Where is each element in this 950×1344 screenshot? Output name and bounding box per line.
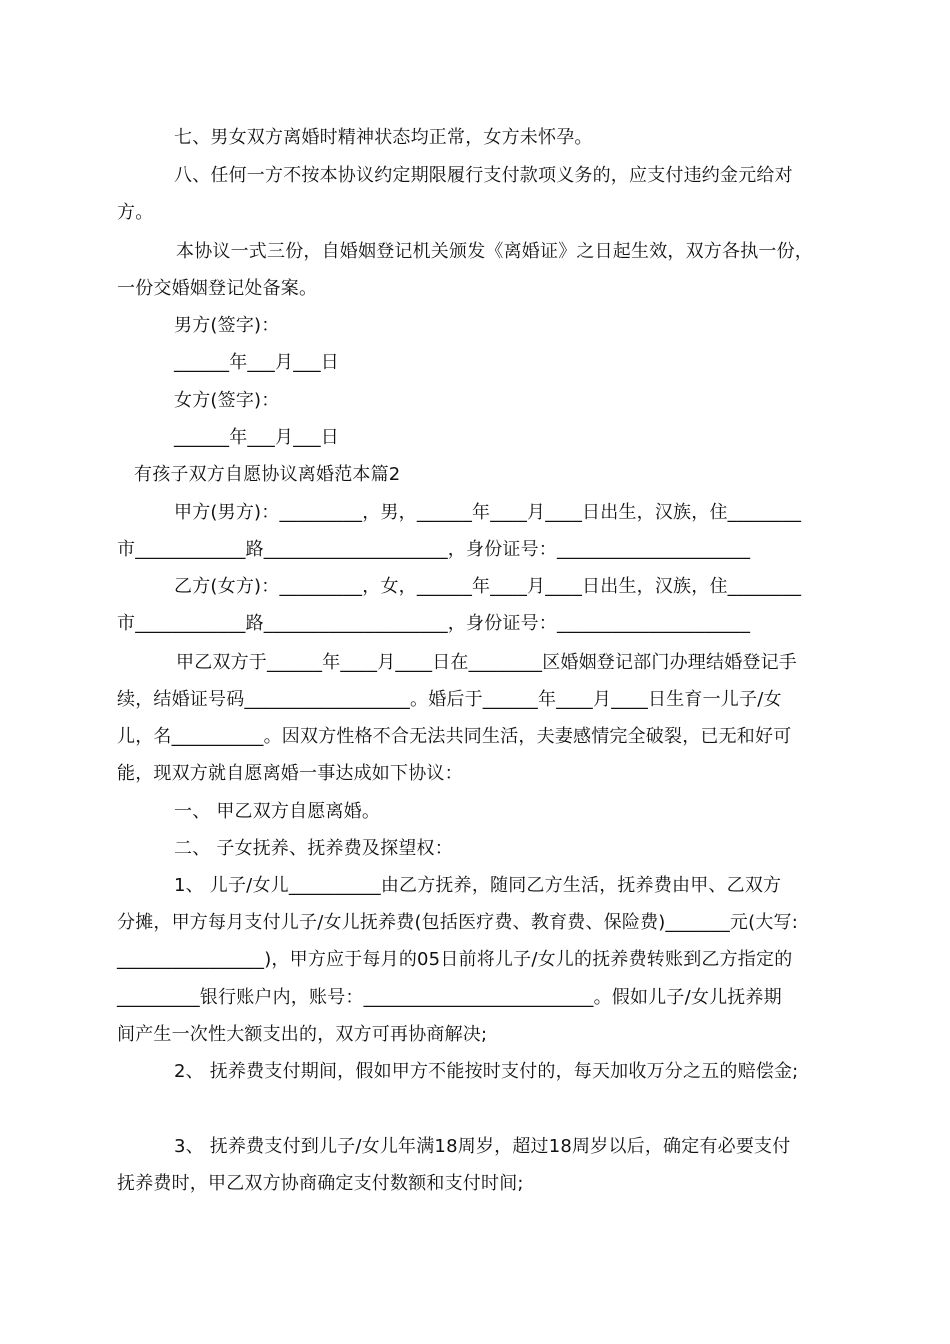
party-a-address: 市____________路____________________，身份证号：_____________________	[117, 539, 751, 560]
custody-clause-3: 3、 抚养费支付到儿子/女儿年满18周岁，超过18周岁以后，确定有必要支付	[174, 1136, 791, 1157]
clause-8: 八、任何一方不按本协议约定期限履行支付款项义务的，应支付违约金元给对	[174, 165, 793, 186]
marriage-paragraph-line-4: 能，现双方就自愿离婚一事达成如下协议：	[117, 763, 463, 784]
custody-clause-1-line-5: 间产生一次性大额支出的，双方可再协商解决;	[117, 1024, 488, 1045]
clause-8-cont: 方。	[117, 202, 154, 223]
custody-clause-1: 1、 儿子/女儿__________由乙方抚养，随同乙方生活，抚养费由甲、乙双方	[174, 875, 782, 896]
female-signature-date: ______年___月___日	[174, 427, 339, 448]
agreement-item-2: 二、 子女抚养、抚养费及探望权：	[174, 838, 453, 859]
party-b-info: 乙方(女方)：_________，女，______年____月____日出生，汉族，住________	[174, 576, 802, 597]
female-signature-label: 女方(签字)：	[174, 390, 280, 411]
clause-7: 七、男女双方离婚时精神状态均正常，女方未怀孕。	[174, 127, 593, 148]
custody-clause-2: 2、 抚养费支付期间，假如甲方不能按时支付的，每天加收万分之五的赔偿金;	[174, 1061, 799, 1082]
party-b-address: 市____________路____________________，身份证号：_____________________	[117, 613, 751, 634]
custody-clause-3-line-2: 抚养费时，甲乙双方协商确定支付数额和支付时间;	[117, 1173, 524, 1194]
validity-clause-cont: 一份交婚姻登记处备案。	[117, 278, 318, 299]
section-title: 有孩子双方自愿协议离婚范本篇2	[134, 464, 401, 485]
marriage-paragraph: 甲乙双方于______年____月____日在________区婚姻登记部门办理结婚登记手	[176, 652, 797, 673]
custody-clause-1-line-3: ________________)，甲方应于每月的05日前将儿子/女儿的抚养费转账到乙方指定的	[117, 949, 793, 970]
agreement-item-1: 一、 甲乙双方自愿离婚。	[174, 801, 381, 822]
custody-clause-1-line-2: 分摊，甲方每月支付儿子/女儿抚养费(包括医疗费、教育费、保险费)_______元(大写:	[117, 912, 798, 933]
marriage-paragraph-line-3: 儿，名__________。因双方性格不合无法共同生活，夫妻感情完全破裂，已无和好可	[117, 726, 792, 747]
custody-clause-1-line-4: _________银行账户内，账号：_________________________。假如儿子/女儿抚养期	[117, 987, 782, 1008]
male-signature-label: 男方(签字)：	[174, 315, 280, 336]
male-signature-date: ______年___月___日	[174, 352, 339, 373]
validity-clause: 本协议一式三份，自婚姻登记机关颁发《离婚证》之日起生效，双方各执一份，	[176, 241, 813, 262]
party-a-info: 甲方(男方)：_________，男，______年____月____日出生，汉族，住________	[174, 502, 802, 523]
marriage-paragraph-line-2: 续，结婚证号码__________________。婚后于______年____月____日生育一儿子/女	[117, 689, 782, 710]
